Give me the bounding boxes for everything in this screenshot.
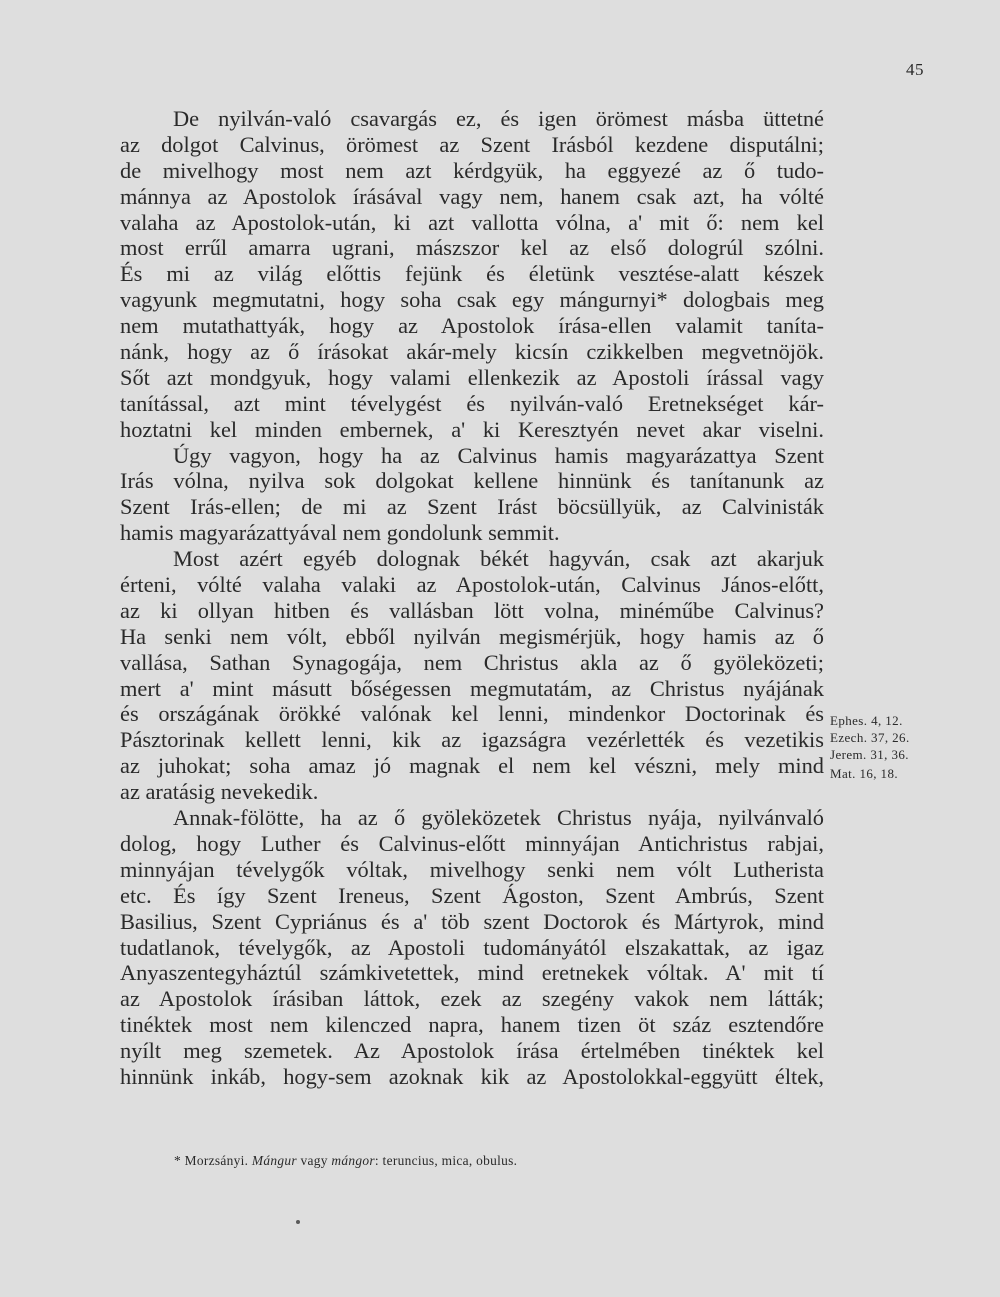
footnote-definition: : teruncius, mica, obulus.: [374, 1153, 518, 1168]
text-line: az aratásig nevekedik.: [120, 779, 319, 805]
text-line: hoztatni kel minden embernek, a' ki Keresztyén nevet akar viselni.: [120, 416, 824, 442]
text-line: Irás vólna, nyilva sok dolgokat kellene hinnünk és tanítanunk az: [120, 468, 824, 494]
margin-note-ephesians: Ephes. 4, 12.: [830, 713, 903, 728]
footnote-term-2: mángor: [331, 1153, 375, 1168]
text-line: nyílt meg szemetek. Az Apostolok írása értelmében tinéktek kel: [120, 1038, 824, 1064]
text-line: és országának örökké valónak kel lenni, mindenkor Doctorinak és: [120, 701, 824, 727]
text-line: az ki ollyan hitben és vallásban lött volna, minéműbe Calvinus?: [120, 597, 824, 623]
text-line: most errűl amarra ugrani, mászszor kel az első dologrúl szólni.: [120, 235, 824, 261]
text-line: tanítással, azt mint tévelygést és nyilván-való Eretnekséget kár-: [120, 390, 824, 416]
text-line: Ha senki nem vólt, ebből nyilván megismérjük, hogy hamis az ő: [120, 623, 824, 649]
text-line: mert a' mint másutt bőségessen megmutatám, az Christus nyájának: [120, 675, 824, 701]
text-line: vagyunk megmutatni, hogy soha csak egy mángurnyi* dologbais meg: [120, 287, 824, 313]
text-line: hamis magyarázattyával nem gondolunk semmit.: [120, 520, 560, 546]
footnote: [174, 1153, 517, 1169]
ink-speck: [296, 1220, 300, 1224]
text-line: dolog, hogy Luther és Calvinus-előtt minnyájan Antichristus rabjai,: [120, 830, 824, 856]
text-line: Pásztorinak kellett lenni, kik az igazságra vezérlették és vezetikis: [120, 727, 824, 753]
text-line: Annak-fölötte, ha az ő gyöleközetek Christus nyája, nyilvánvaló: [173, 805, 824, 831]
text-line: De nyilván-való csavargás ez, és igen örömest másba üttetné: [173, 106, 824, 131]
text-line: És mi az világ előttis fejünk és életünk vesztése-alatt készek: [120, 261, 824, 287]
text-line: Anyaszentegyháztúl számkivetettek, mind eretnekek vóltak. A' mit tí: [120, 960, 824, 986]
text-line: etc. És így Szent Ireneus, Szent Ágoston, Szent Ambrús, Szent: [120, 882, 824, 908]
text-line: Sőt azt mondgyuk, hogy valami ellenkezik az Apostoli írással vagy: [120, 364, 824, 390]
text-line: nem mutathattyák, hogy az Apostolok írása-ellen valamit taníta-: [120, 313, 824, 339]
text-line: Szent Irás-ellen; de mi az Szent Irást böcsüllyük, az Calvinisták: [120, 494, 824, 520]
text-line: Most azért egyéb dolognak békét hagyván, csak azt akarjuk: [173, 546, 824, 572]
margin-note-ezekiel: Ezech. 37, 26.: [830, 730, 910, 745]
margin-note-matthew: Mat. 16, 18.: [830, 766, 898, 781]
text-line: Úgy vagyon, hogy ha az Calvinus hamis magyarázattya Szent: [173, 442, 824, 468]
text-line: valaha az Apostolok-után, ki azt vallotta vólna, a' mit ő: nem kel: [120, 209, 824, 235]
body-text: [120, 106, 824, 1090]
text-line: mánnya az Apostolok írásával vagy nem, hanem csak azt, ha vólté: [120, 183, 824, 209]
text-line: az dolgot Calvinus, örömest az Szent Irásból kezdene disputálni;: [120, 131, 824, 157]
margin-note-jeremiah: Jerem. 31, 36.: [830, 747, 909, 762]
text-line: az juhokat; soha amaz jó magnak el nem kel vészni, mely mind: [120, 753, 824, 779]
text-line: érteni, vólté valaha valaki az Apostolok-után, Calvinus János-előtt,: [120, 572, 824, 598]
footnote-marker: * Morzsányi.: [174, 1153, 249, 1168]
page-number: 45: [906, 60, 924, 79]
footnote-connector: vagy: [300, 1153, 328, 1168]
text-line: Basilius, Szent Cypriánus és a' töb szent Doctorok és Mártyrok, mind: [120, 908, 824, 934]
text-line: tinéktek most nem kilenczed napra, hanem tizen öt száz esztendőre: [120, 1012, 824, 1038]
text-line: nánk, hogy az ő írásokat akár-mely kicsín czikkelben megvetnöjök.: [120, 339, 824, 365]
text-line: vallása, Sathan Synagogája, nem Christus akla az ő gyöleközeti;: [120, 649, 824, 675]
text-line: az Apostolok írásiban láttok, ezek az szegény vakok nem látták;: [120, 986, 824, 1012]
text-line: hinnünk inkáb, hogy-sem azoknak kik az Apostolokkal-eggyütt éltek,: [120, 1063, 824, 1089]
text-line: tudatlanok, tévelygők, az Apostoli tudományától elszakattak, az igaz: [120, 934, 824, 960]
text-line: minnyájan tévelygők vóltak, mivelhogy senki nem vólt Lutherista: [120, 856, 824, 882]
footnote-term-1: Mángur: [251, 1153, 297, 1168]
text-line: de mivelhogy most nem azt kérdgyük, ha eggyezé az ő tudo-: [120, 157, 824, 183]
